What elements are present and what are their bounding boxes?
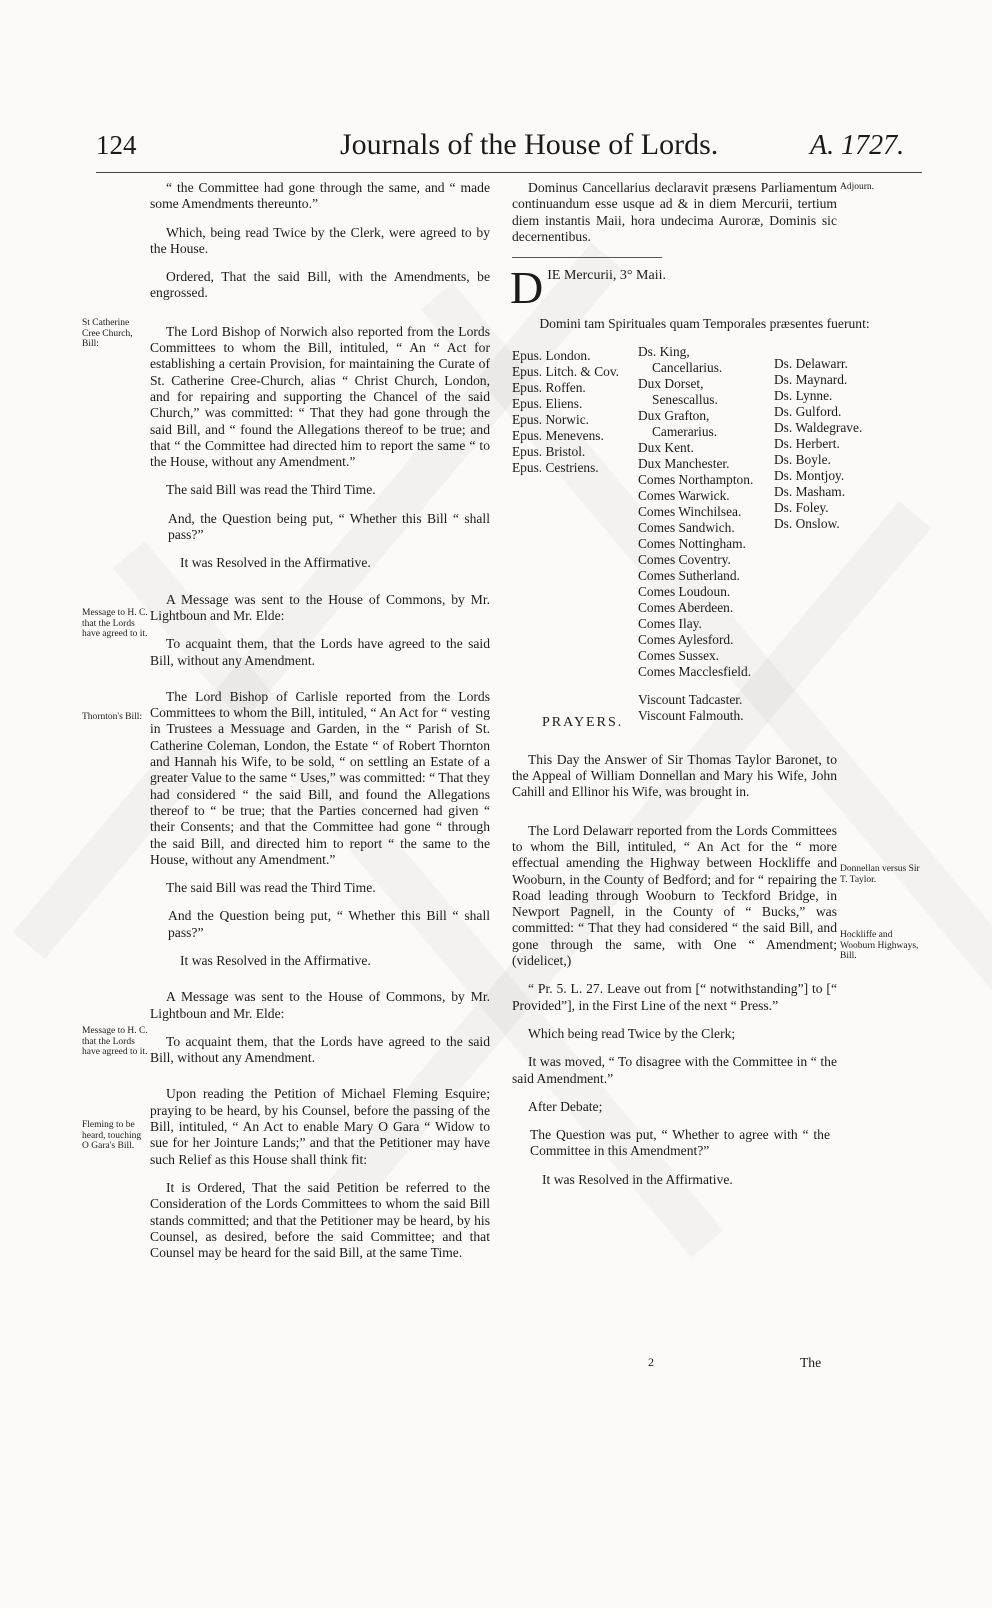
signature-mark: 2 xyxy=(648,1355,654,1369)
paragraph: It was moved, “ To disagree with the Committee in “ the said Amendment.” xyxy=(512,1054,837,1086)
running-title: Journals of the House of Lords. xyxy=(340,128,719,161)
list-item: Senescallus. xyxy=(652,392,718,408)
list-item: Comes Coventry. xyxy=(638,552,731,568)
paragraph: Which, being read Twice by the Clerk, were agreed to by the House. xyxy=(150,224,490,256)
list-item: Ds. Montjoy. xyxy=(774,468,845,484)
paragraph: The Lord Bishop of Carlisle reported from the Lords Committees to whom the Bill, intituled, “ An Act for “ vesting in Trustees a Messuage and Garden, in the “ Parish of St. Catherine Coleman, London, the Estate “ of Robert Thornton and Hannah his Wife, to be sold, “ on settling an Estate of a greater Value to the same “ Uses,” was committed: “ That they had considered “ the said Bill, and found the Allegations thereof to “ be true; that the Parties concerned had given “ their Consents; and that the Committee had gone “ through the said Bill, and directed him to report “ the same to the House, without any Amendment.” xyxy=(150,688,490,867)
margin-note: Fleming to be heard, touching O Gara's Bill. xyxy=(82,1120,142,1151)
list-item: Ds. Foley. xyxy=(774,500,829,516)
peers-list xyxy=(638,344,753,724)
list-item: Comes Sandwich. xyxy=(638,520,735,536)
right-column xyxy=(512,180,897,1200)
section-rule xyxy=(512,257,662,258)
list-item: Dux Grafton, xyxy=(638,408,710,424)
list-item: Ds. Lynne. xyxy=(774,388,833,404)
list-item: Ds. Gulford. xyxy=(774,404,842,420)
year-heading: A. 1727. xyxy=(810,130,905,161)
list-item: Comes Sussex. xyxy=(638,648,720,664)
paragraph: After Debate; xyxy=(528,1098,603,1114)
list-item: Ds. Waldegrave. xyxy=(774,420,863,436)
margin-note: Donnellan versus Sir T. Taylor. xyxy=(840,864,920,885)
list-item: Epus. Cestriens. xyxy=(512,460,599,476)
margin-note: Message to H. C. that the Lords have agreed to it. xyxy=(82,608,148,639)
paragraph: It is Ordered, That the said Petition be referred to the Consideration of the Lords Committees to whom the said Bill stands committed; and that the Petitioner may be heard, by his Counsel, as desired, before the said Committee; and that Counsel may be heard for the said Bill, at the same Time. xyxy=(150,1179,490,1261)
margin-note: Thornton's Bill: xyxy=(82,712,143,722)
margin-note: Adjourn. xyxy=(840,182,875,192)
paragraph: The said Bill was read the Third Time. xyxy=(166,482,376,498)
list-item: Epus. Litch. & Cov. xyxy=(512,364,619,380)
list-item: Camerarius. xyxy=(652,424,718,440)
header-rule xyxy=(96,172,922,173)
paragraph: It was Resolved in the Affirmative. xyxy=(542,1171,733,1187)
paragraph: Upon reading the Petition of Michael Fleming Esquire; praying to be heard, by his Counsel, before the passing of the Bill, intituled, “ An Act to enable Mary O Gara “ Widow to sue for her Jointure Lands;” and that the Petitioner may have such Relief as this House shall think fit: xyxy=(150,1086,490,1167)
paragraph: This Day the Answer of Sir Thomas Taylor Baronet, to the Appeal of William Donnellan and Mary his Wife, John Cahill and Ellinor his Wife, was brought in. xyxy=(512,751,837,800)
list-item: Comes Ilay. xyxy=(638,616,702,632)
paragraph: And the Question being put, “ Whether this Bill “ shall pass?” xyxy=(168,908,490,940)
paragraph: Which being read Twice by the Clerk; xyxy=(528,1025,736,1041)
list-item: Dux Dorset, xyxy=(638,376,704,392)
list-item: Epus. Roffen. xyxy=(512,380,586,396)
list-item: Comes Loudoun. xyxy=(638,584,731,600)
list-item: Cancellarius. xyxy=(652,360,723,376)
margin-note: St Catherine Cree Church, Bill: xyxy=(82,318,133,349)
margin-note: Hockliffe and Wooburn Highways, Bill. xyxy=(840,930,919,961)
sitting-heading xyxy=(510,262,897,314)
list-item: Ds. Delawarr. xyxy=(774,356,848,372)
list-item: Ds. King, xyxy=(638,344,690,360)
list-item: Comes Warwick. xyxy=(638,488,730,504)
list-item: Ds. Boyle. xyxy=(774,452,831,468)
paragraph: The Lord Delawarr reported from the Lords Committees to whom the Bill, intituled, “ An Act for the “ more effectual amending the Highway between Hockliffe and Wooburn, in the County of Bedford; and for “ repairing the Road leading through Wooburn to Teckford Bridge, in Newport Pagnell, in the County of “ Bucks,” was committed: “ That they had considered “ the said Bill, and gone through the same, with One “ Amendment; (videlicet,) xyxy=(512,822,837,969)
paragraph: It was Resolved in the Affirmative. xyxy=(180,952,371,968)
list-item: Dux Manchester. xyxy=(638,456,730,472)
catchword: The xyxy=(800,1355,822,1370)
list-item: Epus. London. xyxy=(512,348,591,364)
left-column xyxy=(150,180,490,1273)
list-item: Epus. Norwic. xyxy=(512,412,589,428)
sitting-date: IE Mercurii, 3° Maii. xyxy=(547,268,666,284)
paragraph: A Message was sent to the House of Commons, by Mr. Lightboun and Mr. Elde: xyxy=(150,989,490,1021)
drop-cap: D xyxy=(510,262,544,314)
list-item: Comes Northampton. xyxy=(638,472,754,488)
paragraph: To acquaint them, that the Lords have agreed to the said Bill, without any Amendment. xyxy=(150,636,490,668)
margin-note: Message to H. C. that the Lords have agreed to it. xyxy=(82,1026,148,1057)
list-item: Epus. Eliens. xyxy=(512,396,583,412)
page-number: 124 xyxy=(96,130,137,160)
list-item: Ds. Onslow. xyxy=(774,516,840,532)
attendance-heading: Domini tam Spirituales quam Temporales præsentes fuerunt: xyxy=(539,316,870,332)
list-item: Viscount Tadcaster. xyxy=(638,692,743,708)
paragraph: And, the Question being put, “ Whether this Bill “ shall pass?” xyxy=(168,510,490,543)
paragraph: Ordered, That the said Bill, with the Amendments, be engrossed. xyxy=(150,269,490,301)
list-item: Comes Nottingham. xyxy=(638,536,746,552)
paragraph: The said Bill was read the Third Time. xyxy=(166,880,376,896)
paragraph: The Lord Bishop of Norwich also reported from the Lords Committees to whom the Bill, intituled, “ An “ Act for establishing a certain Provision, for maintaining the Curate of St. Catherine Cree-Church, alias “ Christ Church, London, and for repairing and supporting the Chancel of the said Church,” was committed: “ That they had gone through the said Bill, and “ found the Allegations thereof to be true; and that “ the Committee had directed him to report the same “ to the House, without any Amendment.” xyxy=(150,323,490,470)
paragraph: The Question was put, “ Whether to agree with “ the Committee in this Amendment?” xyxy=(530,1127,830,1159)
list-item: Comes Aberdeen. xyxy=(638,600,734,616)
list-item: Dux Kent. xyxy=(638,440,694,456)
list-item: Ds. Maynard. xyxy=(774,372,848,388)
bishops-list xyxy=(512,348,619,476)
list-item: Epus. Bristol. xyxy=(512,444,586,460)
paragraph: Dominus Cancellarius declaravit præsens Parliamentum continuandum esse usque ad & in diem Mercurii, tertium diem instantis Maii, hora undecima Auroræ, Dominis sic decernentibus. xyxy=(512,180,837,244)
paragraph: “ Pr. 5. L. 27. Leave out from [“ notwithstanding”] to [“ Provided”], in the First Line of the next “ Press.” xyxy=(512,981,837,1013)
list-item: Viscount Falmouth. xyxy=(638,708,744,724)
list-item: Epus. Menevens. xyxy=(512,428,604,444)
list-item: Comes Winchilsea. xyxy=(638,504,742,520)
list-item: Ds. Masham. xyxy=(774,484,846,500)
paragraph: “ the Committee had gone through the same, and “ made some Amendments thereunto.” xyxy=(150,180,490,212)
paragraph: To acquaint them, that the Lords have agreed to the said Bill, without any Amendment. xyxy=(150,1033,490,1066)
list-item: Comes Aylesford. xyxy=(638,632,734,648)
section-heading: PRAYERS. xyxy=(542,715,624,731)
list-item: Comes Macclesfield. xyxy=(638,664,752,680)
list-item: Comes Sutherland. xyxy=(638,568,740,584)
paragraph: It was Resolved in the Affirmative. xyxy=(180,555,371,571)
paragraph: A Message was sent to the House of Commons, by Mr. Lightboun and Mr. Elde: xyxy=(150,591,490,623)
list-gap xyxy=(638,680,753,692)
list-item: Ds. Herbert. xyxy=(774,436,840,452)
barons-list xyxy=(774,356,862,532)
